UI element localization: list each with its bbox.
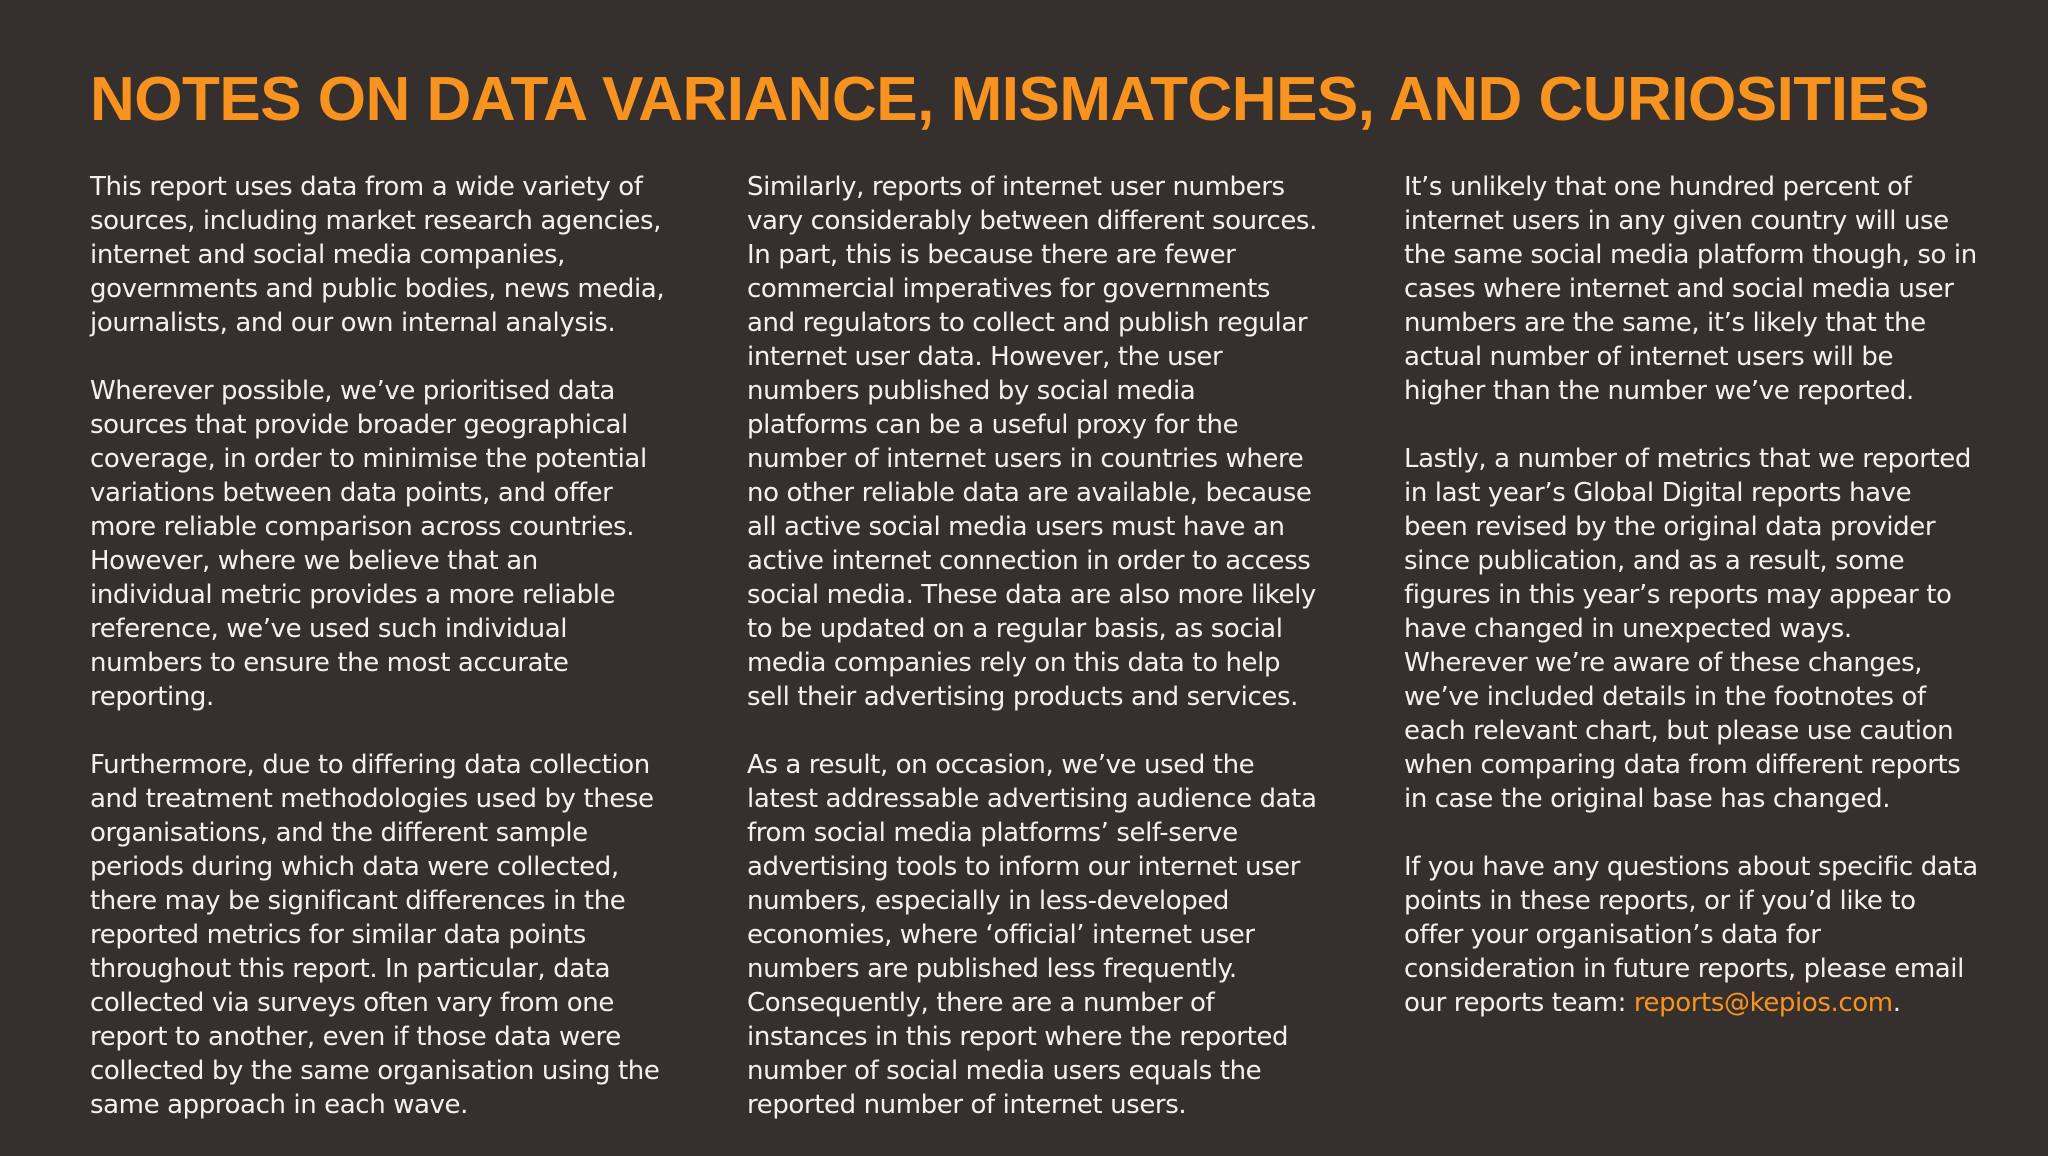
contact-paragraph bbox=[1404, 850, 1980, 1020]
email-link[interactable]: reports@kepios.com bbox=[1633, 988, 1893, 1018]
paragraph: Furthermore, due to differing data collection and treatment methodologies used by these organisations, and the different sample periods during which data were collected, there may be significant differences in the reported metrics for similar data points throughout this report. In particular, data collected via surveys often vary from one report to another, even if those data were collected by the same organisation using the same approach in each wave. bbox=[90, 750, 660, 1120]
paragraph: It’s unlikely that one hundred percent of internet users in any given country will use the same social media platform though, so in cases where internet and social media user numbers are the same, it’s likely that the actual number of internet users will be higher than the number we’ve reported. bbox=[1404, 172, 1977, 406]
contact-period: . bbox=[1892, 988, 1901, 1018]
page-title: NOTES ON DATA VARIANCE, MISMATCHES, AND CURIOSITIES bbox=[90, 65, 1930, 134]
column-2 bbox=[747, 170, 1323, 1156]
column-1 bbox=[90, 170, 666, 1156]
paragraph: As a result, on occasion, we’ve used the latest addressable advertising audience data from social media platforms’ self-serve advertising tools to inform our internet user numbers, especially in less-developed economies, where ‘official’ internet user numbers are published less frequently. Consequently, there are a number of instances in this report where the reported number of social media users equals the reported number of internet users. bbox=[747, 750, 1317, 1120]
paragraph: Similarly, reports of internet user numbers vary considerably between different sources. In part, this is because there are fewer commercial imperatives for governments and regulators to collect and publish regular internet user data. However, the user numbers published by social media platforms can be a useful proxy for the number of internet users in countries where no other reliable data are available, because all active social media users must have an active internet connection in order to access social media. These data are also more likely to be updated on a regular basis, as social media companies rely on this data to help sell their advertising products and services. bbox=[747, 172, 1317, 712]
contact-text: If you have any questions about specific data points in these reports, or if you’d like to offer your organisation’s data for consideration in future reports, please email our reports team: bbox=[1404, 852, 1978, 1018]
text-columns bbox=[90, 170, 1980, 1156]
paragraph: This report uses data from a wide variety of sources, including market research agencies, internet and social media companies, governments and public bodies, news media, journalists, and our own internal analysis. bbox=[90, 172, 665, 338]
paragraph: Wherever possible, we’ve prioritised data sources that provide broader geographical coverage, in order to minimise the potential variations between data points, and offer more reliable comparison across countries. However, where we believe that an individual metric provides a more reliable reference, we’ve used such individual numbers to ensure the most accurate reporting. bbox=[90, 376, 647, 712]
column-3 bbox=[1404, 170, 1980, 1156]
paragraph: Lastly, a number of metrics that we reported in last year’s Global Digital reports have been revised by the original data provider since publication, and as a result, some figures in this year’s reports may appear to have changed in unexpected ways. Wherever we’re aware of these changes, we’ve included details in the footnotes of each relevant chart, but please use caution when comparing data from different reports in case the original base has changed. bbox=[1404, 444, 1971, 814]
